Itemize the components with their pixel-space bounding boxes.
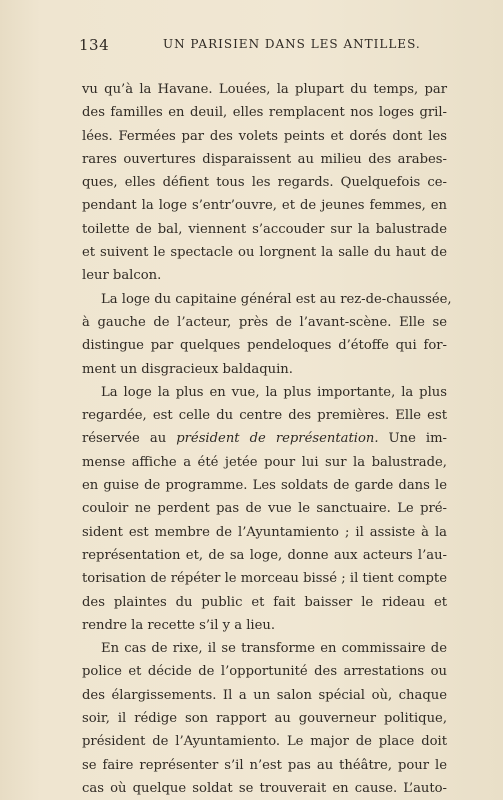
text-line: à gauche de l’acteur, près de l’avant-scène. Elle se (82, 314, 447, 330)
text-line: vu qu’à la Havane. Louées, la plupart du temps, par (82, 82, 447, 97)
text-line: ment un disgracieux baldaquin. (82, 361, 293, 377)
text-line: en guise de programme. Les soldats de garde dans le (82, 478, 447, 494)
text-fragment: Une im- (378, 431, 447, 447)
text-fragment: réservée au (82, 431, 177, 447)
text-line: regardée, est celle du centre des premières. Elle est (82, 408, 447, 424)
text-line: La loge du capitaine général est au rez-de-chaussée, (101, 291, 452, 307)
text-line: leur balcon. (82, 268, 162, 284)
running-head (79, 36, 445, 56)
text-line: président de l’Ayuntamiento. Le major de place doit (82, 734, 447, 750)
running-title: UN PARISIEN DANS LES ANTILLES. (163, 37, 421, 51)
paragraph (82, 288, 452, 381)
text-line: pendant la loge s’entr’ouvre, et de jeunes femmes, en (82, 198, 447, 214)
text-line-with-italic (82, 427, 447, 450)
text-line: couloir ne perdent pas de vue le sanctuaire. Le pré- (82, 501, 447, 517)
text-line: représentation et, de sa loge, donne aux acteurs l’au- (82, 547, 447, 563)
text-line: se faire représenter s’il n’est pas au théâtre, pour le (82, 757, 447, 773)
text-line: rares ouvertures disparaissent au milieu des arabes- (82, 151, 447, 167)
body-text (82, 78, 452, 800)
paragraph (82, 637, 447, 800)
text-line: cas où quelque soldat se trouverait en cause. L’auto- (82, 780, 447, 796)
text-line: toilette de bal, viennent s’accouder sur la balustrade (82, 221, 447, 237)
page-number: 134 (79, 36, 110, 54)
text-line: des élargissements. Il a un salon spécial où, chaque (82, 687, 447, 703)
text-line: des familles en deuil, elles remplacent nos loges gril- (82, 105, 447, 121)
text-line: mense affiche a été jetée pour lui sur la balustrade, (82, 454, 447, 470)
text-line: police et décide de l’opportunité des arrestations ou (82, 664, 447, 680)
text-line: ques, elles défient tous les regards. Quelquefois ce- (82, 175, 447, 191)
paragraph (82, 78, 447, 288)
text-line: sident est membre de l’Ayuntamiento ; il assiste à la (82, 524, 447, 540)
text-line: soir, il rédige son rapport au gouverneur politique, (82, 711, 447, 727)
text-line: lées. Fermées par des volets peints et dorés dont les (82, 128, 447, 144)
paragraph (82, 381, 447, 637)
text-line: des plaintes du public et fait baisser le rideau et (82, 594, 447, 610)
text-line: En cas de rixe, il se transforme en commissaire de (101, 641, 447, 657)
text-line: rendre la recette s’il y a lieu. (82, 617, 276, 633)
text-line: La loge la plus en vue, la plus importante, la plus (101, 384, 447, 400)
italic-phrase: président de représentation. (176, 431, 379, 447)
text-line: torisation de répéter le morceau bissé ; il tient compte (82, 571, 447, 587)
text-line: et suivent le spectacle ou lorgnent la salle du haut de (82, 245, 447, 261)
text-line: distingue par quelques pendeloques d’étoffe qui for- (82, 338, 447, 354)
